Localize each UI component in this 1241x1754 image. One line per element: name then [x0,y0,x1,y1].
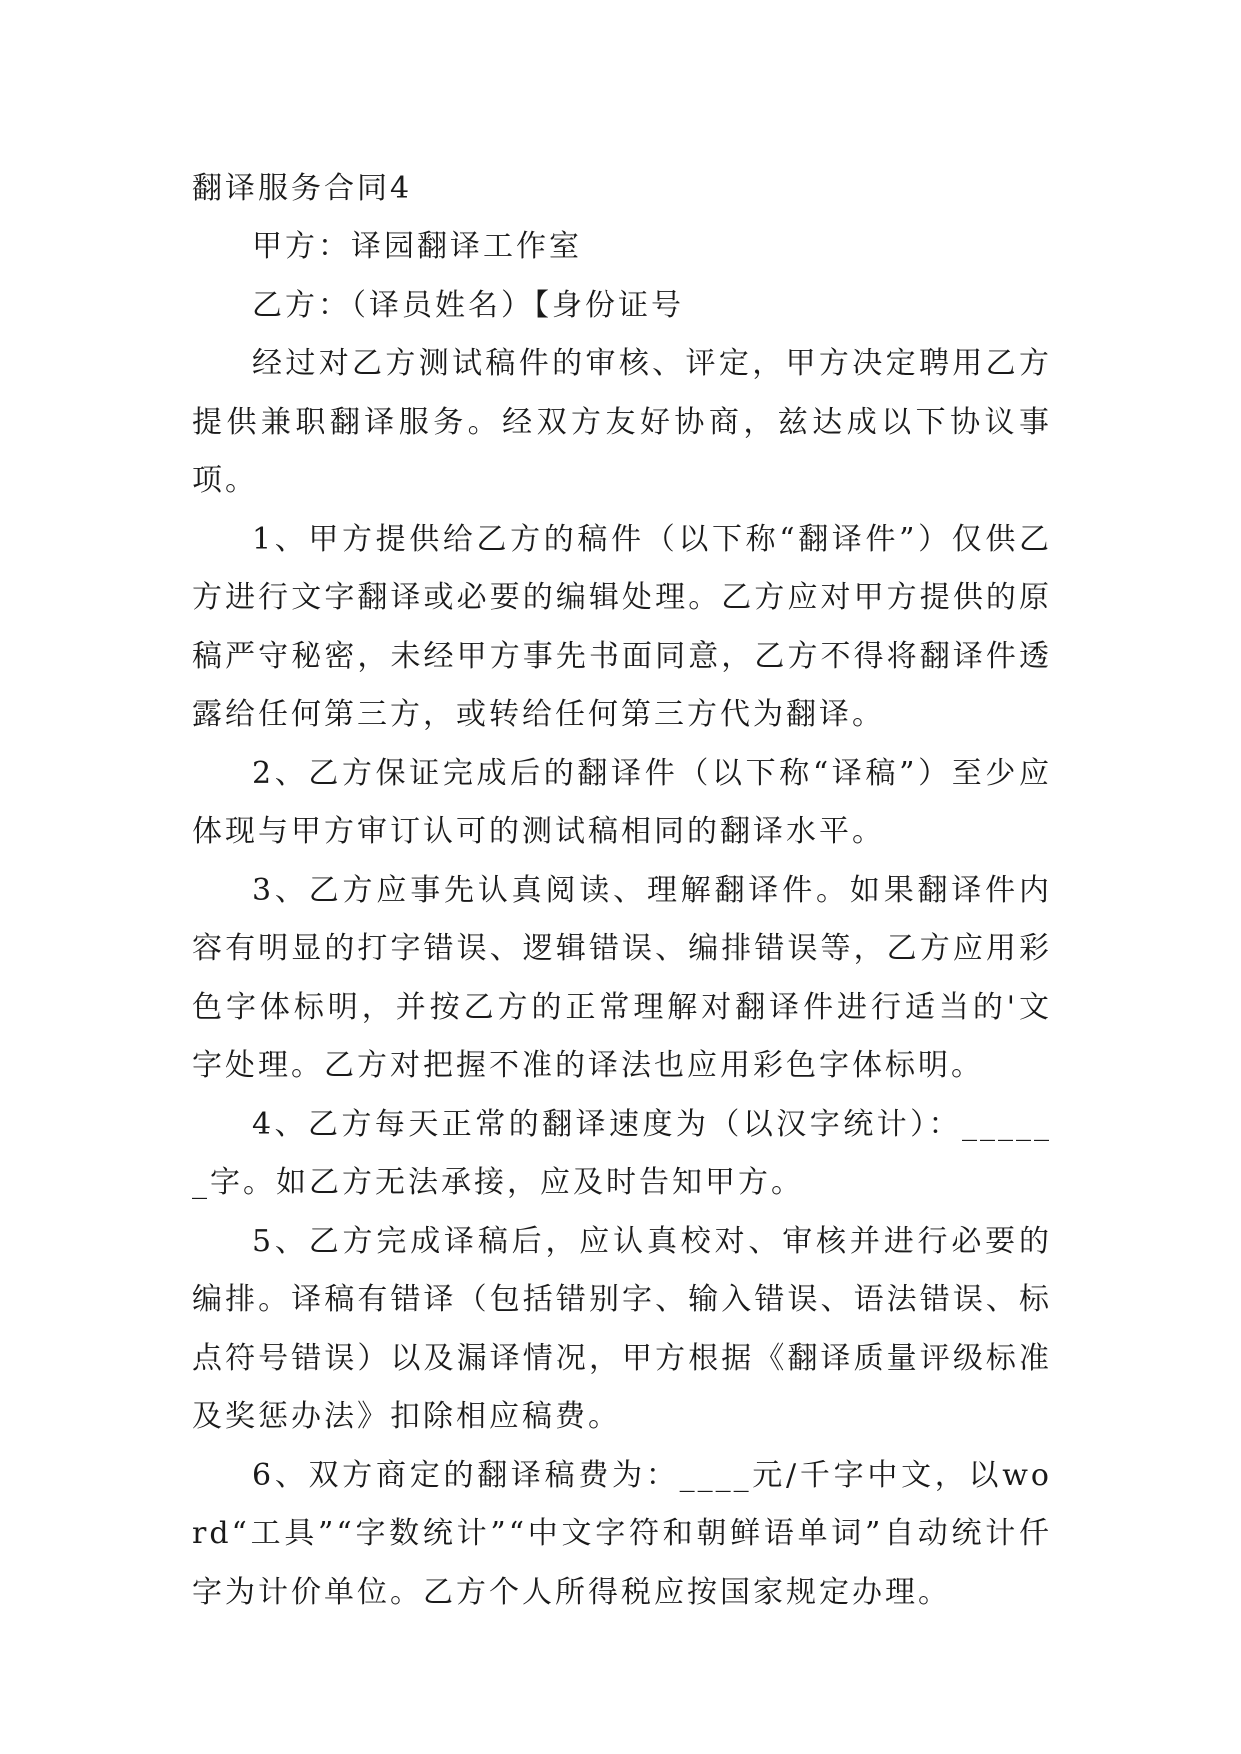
clause-4: 4、乙方每天正常的翻译速度为（以汉字统计）：______字。如乙方无法承接，应及时告知甲方。 [192,1106,1052,1200]
clause-5: 5、乙方完成译稿后，应认真校对、审核并进行必要的编排。译稿有错译（包括错别字、输入错误、语法错误、标点符号错误）以及漏译情况，甲方根据《翻译质量评级标准及奖惩办法》扣除相应稿费。 [192,1223,1052,1434]
clause-1: 1、甲方提供给乙方的稿件（以下称“翻译件”）仅供乙方进行文字翻译或必要的编辑处理。乙方应对甲方提供的原稿严守秘密，未经甲方事先书面同意，乙方不得将翻译件透露给任何第三方，或转给任何第三方代为翻译。 [192,521,1052,732]
party-b-line: 乙方：（译员姓名）【身份证号 [252,287,684,323]
document-page [192,160,1052,1622]
clause-6: 6、双方商定的翻译稿费为：____元/千字中文，以word“工具”“字数统计”“中文字符和朝鲜语单词”自动统计仟字为计价单位。乙方个人所得税应按国家规定办理。 [192,1457,1052,1610]
intro-paragraph: 经过对乙方测试稿件的审核、评定，甲方决定聘用乙方提供兼职翻译服务。经双方友好协商，兹达成以下协议事项。 [192,346,1052,498]
clause-2: 2、乙方保证完成后的翻译件（以下称“译稿”）至少应体现与甲方审订认可的测试稿相同的翻译水平。 [192,755,1052,849]
party-a-line: 甲方：译园翻译工作室 [252,229,582,264]
clause-3: 3、乙方应事先认真阅读、理解翻译件。如果翻译件内容有明显的打字错误、逻辑错误、编排错误等，乙方应用彩色字体标明，并按乙方的正常理解对翻译件进行适当的'文字处理。乙方对把握不准的译法也应用彩色字体标明。 [192,872,1052,1083]
document-title: 翻译服务合同4 [192,171,413,206]
